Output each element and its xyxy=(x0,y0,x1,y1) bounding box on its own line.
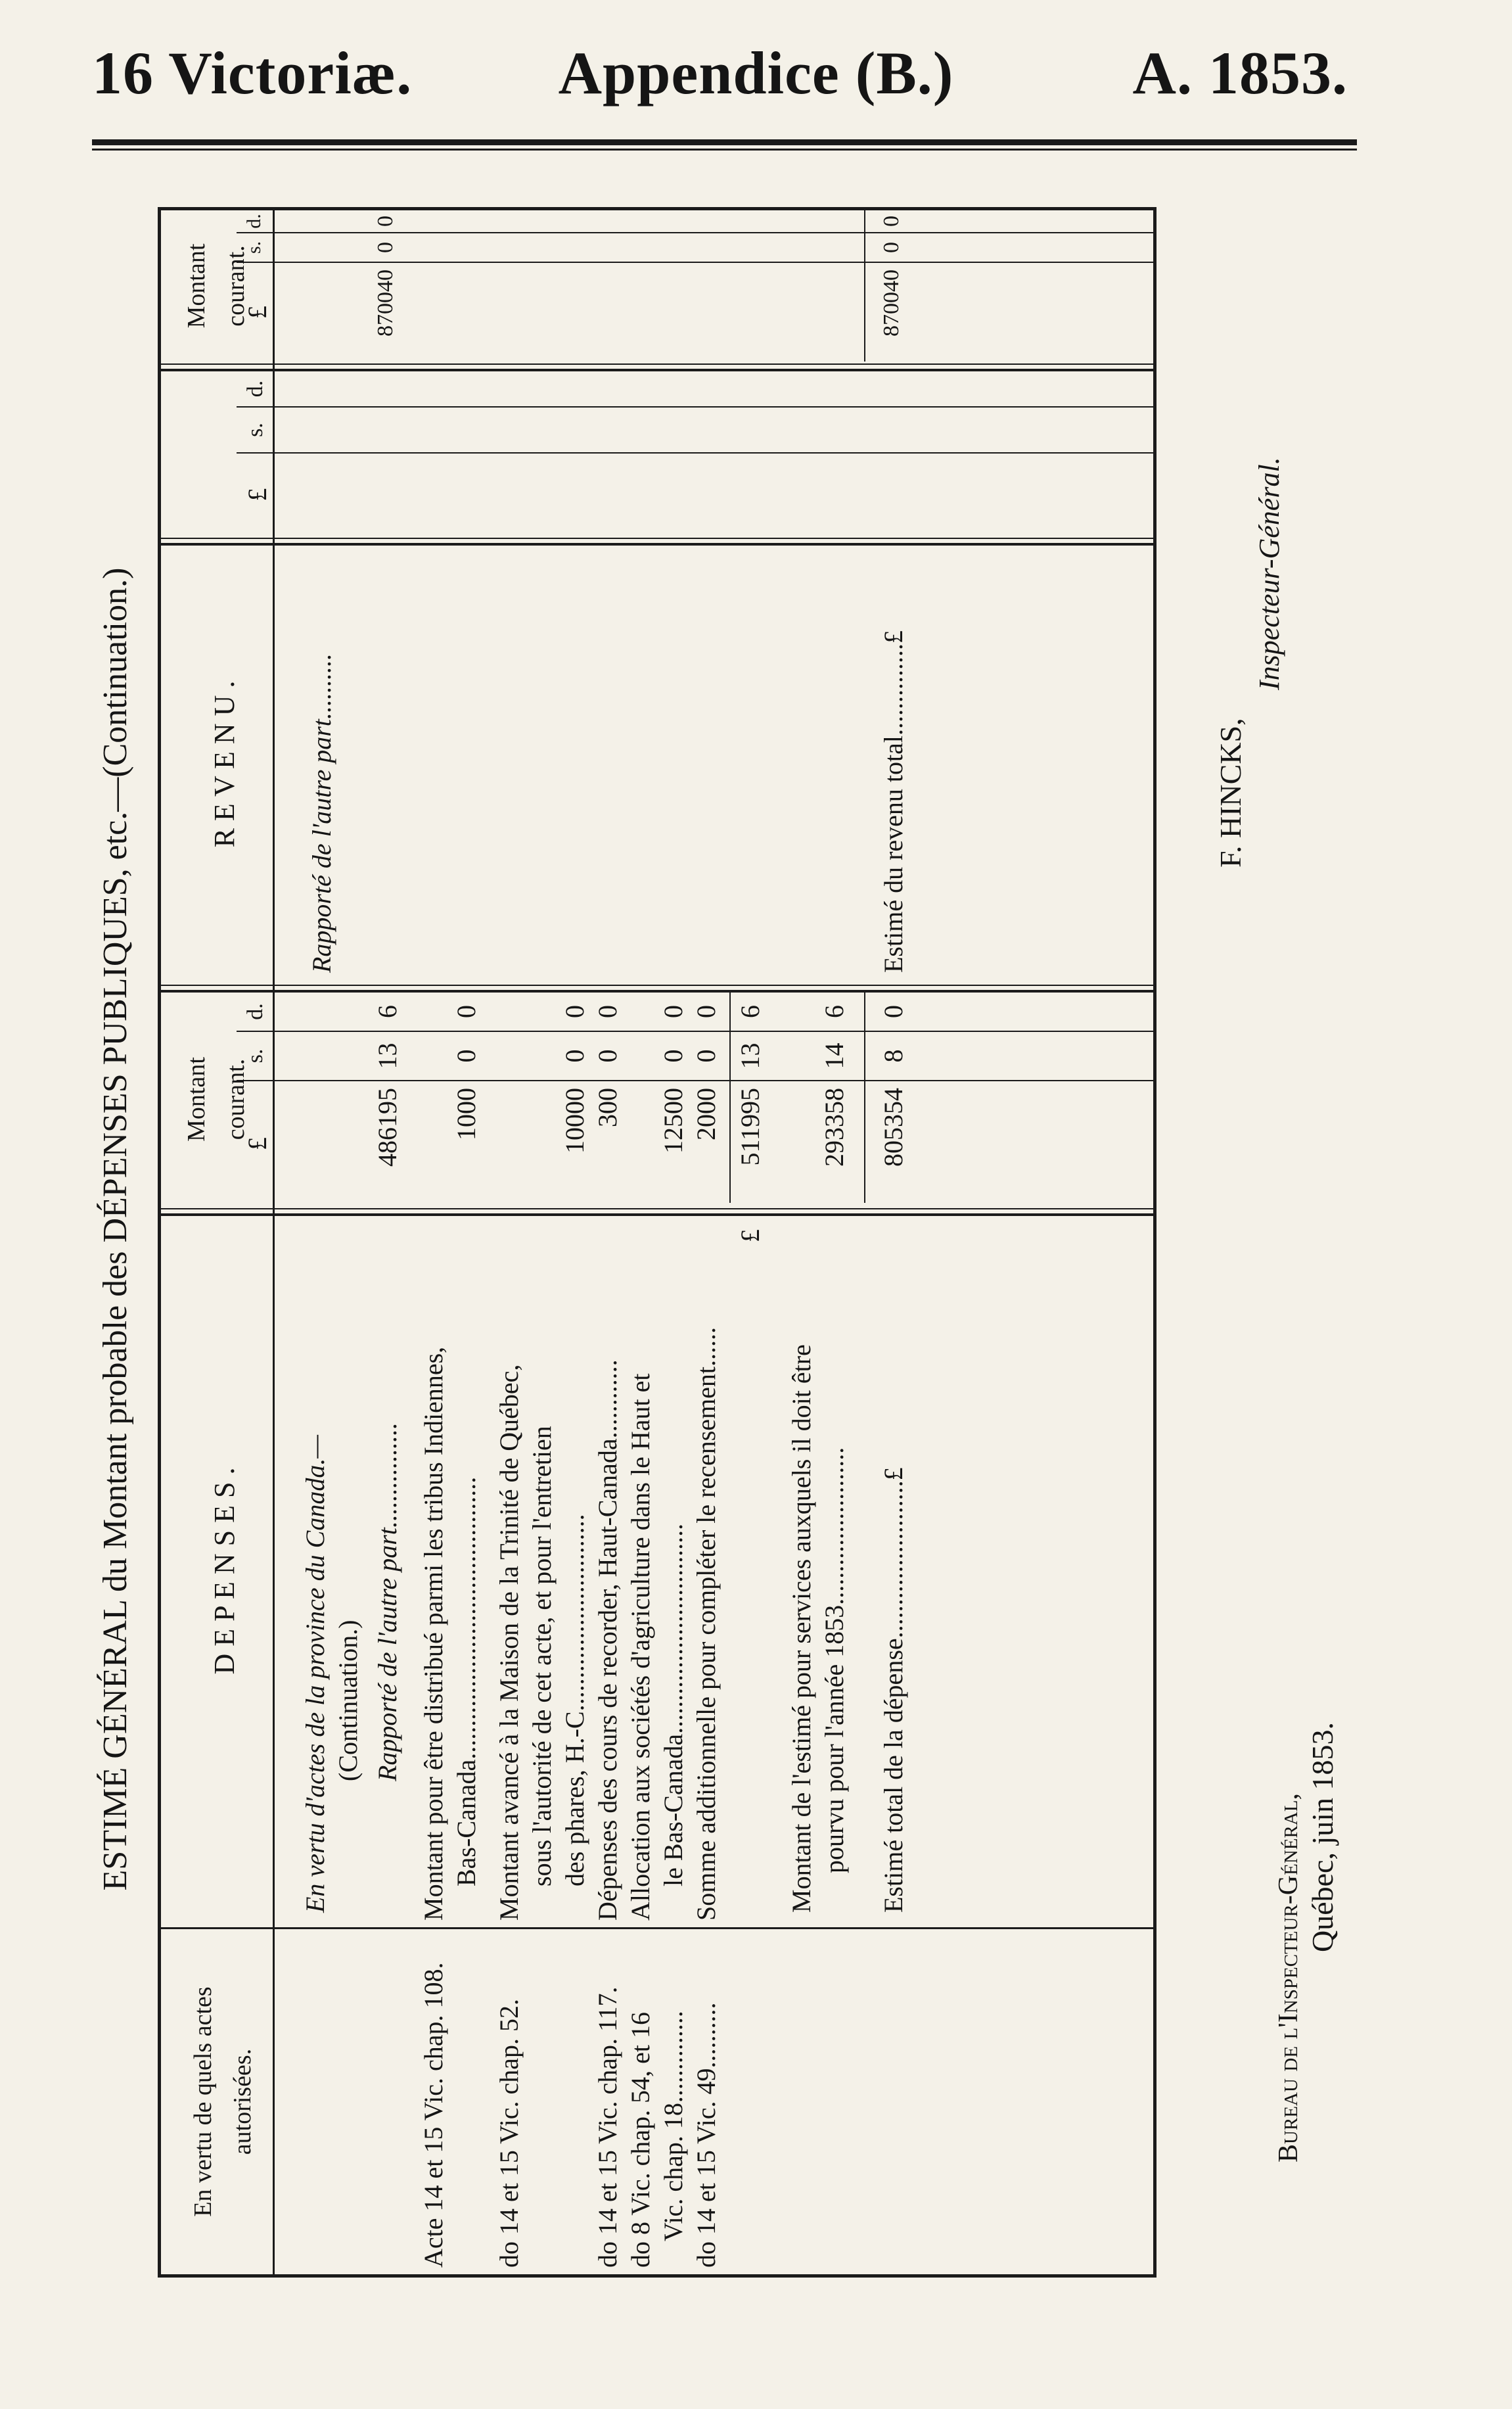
row-5-act: do 14 et 15 Vic. 49.......... xyxy=(691,2002,721,2268)
total-dep-pound: 805354 xyxy=(879,1088,908,1167)
frame-left xyxy=(158,2274,1157,2278)
row-4-pence: 0 xyxy=(658,1005,688,1018)
rev-shilling-header: s. xyxy=(243,423,267,437)
col-sep-rev-amt xyxy=(158,369,1157,371)
office-line2: Québec, juin 1853. xyxy=(1306,1721,1339,1952)
total-dep-shilling: 8 xyxy=(879,1049,908,1063)
header-montant-line1: Montant xyxy=(183,1057,210,1142)
col-sep-revenu-2 xyxy=(158,538,1157,539)
rev-rapporte: Rapporté de l'autre part.......... xyxy=(307,653,336,973)
frame-right xyxy=(158,207,1157,210)
header-acts-line2: autorisées. xyxy=(229,2048,256,2155)
page-header-center: Appendice (B.) xyxy=(558,39,954,106)
row-2-desc-3: des phares, H.-C.............................. xyxy=(560,1514,589,1886)
row-2-pound: 10000 xyxy=(560,1088,589,1154)
header-rev-montant-line2: courant. xyxy=(222,245,250,327)
row-3-pound: 300 xyxy=(593,1088,622,1127)
rev2-subcol-l-s xyxy=(237,262,1157,263)
col-sep-rev-amt-2 xyxy=(158,363,1157,365)
rev-rapporte-pence: 0 xyxy=(373,216,398,227)
office-line1: Bureau de l'Inspecteur-Général, xyxy=(1273,1793,1304,2163)
row-4-desc-2: le Bas-Canada................................ xyxy=(658,1523,688,1886)
row-4-desc-1: Allocation aux sociétés d'agriculture dans le Haut et xyxy=(626,1373,655,1921)
row-0-pence: 6 xyxy=(373,1005,402,1018)
subtotal-currency: £ xyxy=(735,1229,765,1242)
row-3-shilling: 0 xyxy=(593,1049,622,1063)
row-1-act: Acte 14 et 15 Vic. chap. 108. xyxy=(419,1962,448,2268)
row-0-desc: Rapporté de l'autre part................ xyxy=(373,1422,402,1781)
rev2-shilling-header: s. xyxy=(243,241,265,254)
row-1-desc-2: Bas-Canada........................................... xyxy=(451,1476,481,1886)
rev-pence-header: d. xyxy=(243,380,267,398)
row-3-act: do 14 et 15 Vic. chap. 117. xyxy=(593,1986,622,2268)
signature-title: Inspecteur-Général. xyxy=(1253,457,1285,690)
row-2-shilling: 0 xyxy=(560,1049,589,1063)
col-sep-revenu xyxy=(158,543,1157,546)
table-title: ESTIMÉ GÉNÉRAL du Montant probable des DÉPENSES PUBLIQUES, etc.—(Continuation.) xyxy=(97,567,134,1891)
row-2-act: do 14 et 15 Vic. chap. 52. xyxy=(494,1998,524,2268)
total-rule xyxy=(864,993,865,1203)
row-1-pence: 0 xyxy=(451,1005,481,1018)
row-0-pound: 486195 xyxy=(373,1088,402,1167)
estime-shilling: 14 xyxy=(819,1042,849,1069)
row-2-pence: 0 xyxy=(560,1005,589,1018)
row-1-pound: 1000 xyxy=(451,1088,481,1140)
header-rule-thin xyxy=(92,149,1357,151)
subtotal-pound: 511995 xyxy=(735,1088,765,1166)
row-5-shilling: 0 xyxy=(691,1049,721,1063)
col-sep-montant xyxy=(158,990,1157,993)
signature-name: F. HINCKS, xyxy=(1214,718,1247,868)
header-separator xyxy=(273,207,275,2278)
subtotal-rule xyxy=(729,993,731,1203)
row-5-pound: 2000 xyxy=(691,1088,721,1140)
rev-total-rule xyxy=(864,210,865,362)
col-sep-depenses-2 xyxy=(158,1208,1157,1209)
col-sep-montant-2 xyxy=(158,985,1157,986)
row-4-act: do 8 Vic. chap. 54, et 16 xyxy=(626,2011,655,2268)
col-sep-depenses xyxy=(158,1213,1157,1216)
frame-top xyxy=(158,207,161,2278)
row-4-pound: 12500 xyxy=(658,1088,688,1154)
rev-total-pence: 0 xyxy=(879,216,904,227)
rev-rapporte-pound: 870040 xyxy=(373,269,398,337)
rev-total-pound: 870040 xyxy=(879,269,904,337)
row-5-pence: 0 xyxy=(691,1005,721,1018)
rev-subcol-s-d xyxy=(237,406,1157,408)
rev-subcol-l-s xyxy=(237,452,1157,454)
header-rev-montant-line1: Montant xyxy=(183,243,210,329)
subtotal-pence: 6 xyxy=(735,1005,765,1018)
pence-header: d. xyxy=(243,1003,267,1020)
row-2-desc-2: sous l'autorité de cet acte, et pour l'entretien xyxy=(527,1426,557,1886)
page-header-right: A. 1853. xyxy=(1132,39,1348,106)
pound-header: £ xyxy=(242,1137,272,1150)
estime-pound: 293358 xyxy=(819,1088,849,1167)
estime-desc-2: pourvu pour l'année 1853........................ xyxy=(819,1447,849,1873)
estime-desc-1: Montant de l'estimé pour services auxquels il doit être xyxy=(787,1344,816,1913)
rev2-pound-header: £ xyxy=(242,306,272,319)
shilling-header: s. xyxy=(243,1048,267,1064)
intro-line2: (Continuation.) xyxy=(333,1620,363,1781)
header-depenses: D E P E N S E S . xyxy=(208,1467,241,1675)
frame-bottom xyxy=(1153,207,1157,2278)
row-1-shilling: 0 xyxy=(451,1049,481,1063)
subtotal-shilling: 13 xyxy=(735,1042,765,1069)
page-header-left: 16 Victoriæ. xyxy=(92,39,413,106)
total-dep-pence: 0 xyxy=(879,1005,908,1018)
row-3-pence: 0 xyxy=(593,1005,622,1018)
row-4-act-2: Vic. chap. 18.............. xyxy=(658,2011,688,2241)
row-4-shilling: 0 xyxy=(658,1049,688,1063)
rev-total-label: Estimé du revenu total..............£ xyxy=(879,630,908,973)
intro-line1: En vertu d'actes de la province du Canada.— xyxy=(300,1435,330,1913)
header-acts-line1: En vertu de quels actes xyxy=(189,1986,217,2217)
row-0-shilling: 13 xyxy=(373,1042,402,1069)
subcol-l-s xyxy=(237,1080,1157,1081)
estime-pence: 6 xyxy=(819,1005,849,1018)
rev2-pence-header: d. xyxy=(243,214,265,229)
col-sep-acts xyxy=(158,1927,1157,1929)
row-2-desc-1: Montant avancé à la Maison de la Trinité de Québec, xyxy=(494,1364,524,1921)
rev-rapporte-shilling: 0 xyxy=(373,242,398,253)
rev-pound-header: £ xyxy=(242,488,272,502)
header-montant-line2: courant. xyxy=(222,1058,250,1140)
total-dep-label: Estimé total de la dépense........................£ xyxy=(879,1467,908,1913)
header-rule-thick xyxy=(92,139,1357,145)
row-1-desc-1: Montant pour être distribué parmi les tribus Indiennes, xyxy=(419,1346,448,1921)
row-3-desc-1: Dépenses des cours de recorder, Haut-Canada............ xyxy=(593,1359,622,1921)
row-5-desc-1: Somme additionnelle pour compléter le recensement...... xyxy=(691,1326,721,1921)
rev-total-shilling: 0 xyxy=(879,242,904,253)
rotated-table xyxy=(97,177,1339,2281)
header-revenu: R E V E N U . xyxy=(208,680,241,848)
